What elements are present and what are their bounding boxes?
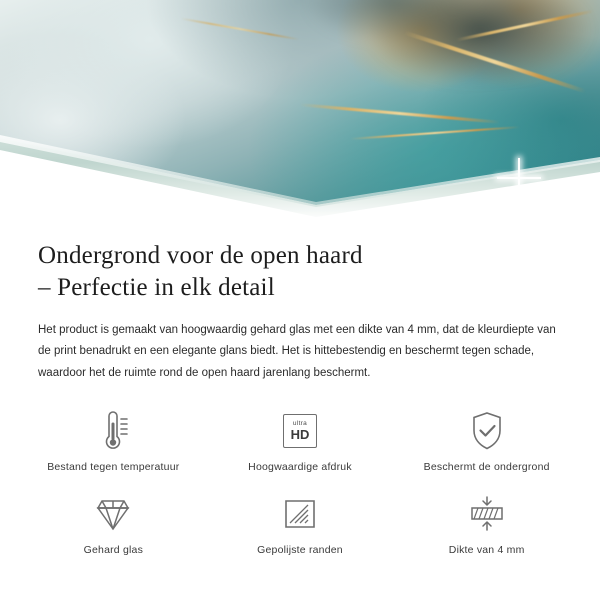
- feature-item-temperature: [20, 408, 207, 473]
- page-title-line-2: – Perfectie in elk detail: [38, 274, 275, 301]
- page-title: [38, 240, 562, 304]
- badge-top-text: ultra: [292, 419, 308, 427]
- description-paragraph: Het product is gemaakt van hoogwaardig gehard glas met een dikte van 4 mm, dat de kleurdiepte van de print benadrukt en een elegante glans biedt. Het is hittebestendig en beschermt tegen schade, waardoor het de ruimte rond de open haard jarenlang beschermt.: [38, 324, 556, 379]
- feature-item-tempered-glass: [20, 491, 207, 556]
- polished-edges-icon: [280, 491, 320, 537]
- feature-item-thickness: [393, 491, 580, 556]
- feature-label: Hoogwaardige afdruk: [248, 460, 352, 473]
- hero-image: [0, 0, 600, 218]
- ultra-hd-badge-icon: [283, 408, 317, 454]
- thermometer-icon: [91, 408, 135, 454]
- thickness-4mm-icon: [465, 491, 509, 537]
- feature-label: Gehard glas: [83, 543, 144, 556]
- hero-image-inner: [0, 0, 600, 218]
- feature-item-polished-edges: [207, 491, 394, 556]
- shield-check-icon: [467, 408, 507, 454]
- badge-bottom-text: HD: [290, 427, 310, 443]
- feature-label: Bestand tegen temperatuur: [47, 460, 180, 473]
- sparkle-icon: [540, 183, 562, 205]
- feature-label: Gepolijste randen: [257, 543, 343, 556]
- page-title-line-1: Ondergrond voor de open haard: [38, 242, 363, 269]
- feature-item-print-quality: [207, 408, 394, 473]
- feature-label: Beschermt de ondergrond: [423, 460, 550, 473]
- feature-grid: [0, 408, 600, 556]
- diamond-icon: [90, 491, 136, 537]
- feature-item-surface-protection: [393, 408, 580, 473]
- sparkle-icon: [496, 155, 542, 201]
- description-content: [0, 218, 600, 384]
- feature-label: Dikte van 4 mm: [448, 543, 525, 556]
